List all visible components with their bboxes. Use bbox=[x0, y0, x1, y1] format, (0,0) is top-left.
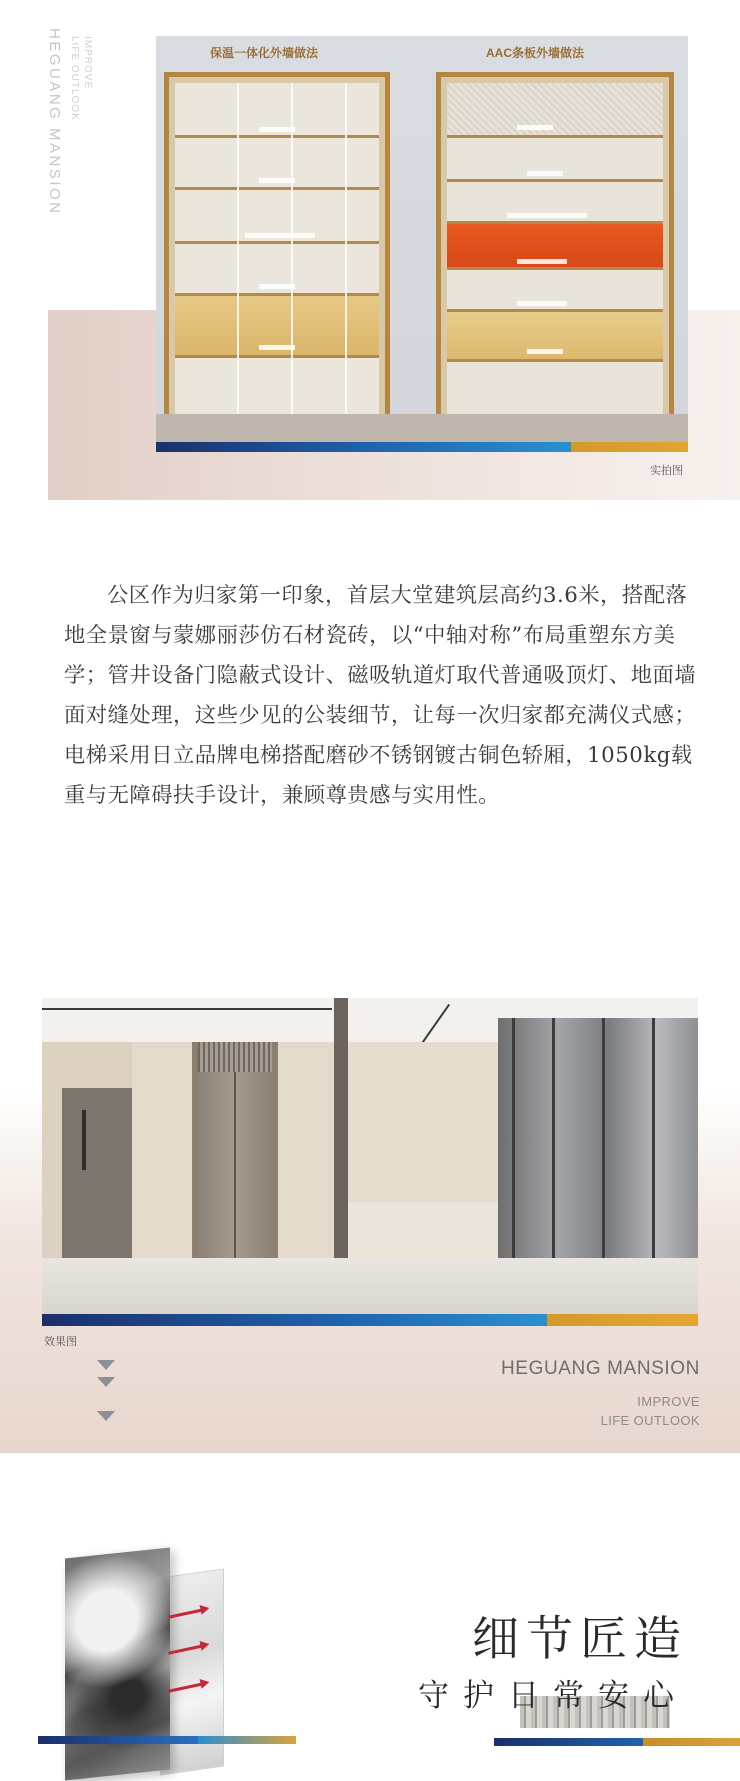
color-stripe bbox=[156, 442, 688, 452]
left-panel-title: 保温一体化外墙做法 bbox=[210, 46, 319, 60]
brand-name: HEGUANG MANSION bbox=[500, 1358, 700, 1379]
right-wall-sample-panel bbox=[436, 72, 674, 442]
brand-tagline: IMPROVE LIFE OUTLOOK bbox=[600, 1394, 700, 1428]
vertical-brand-tagline: IMPROVE LIFE OUTLOOK bbox=[69, 36, 93, 121]
color-stripe bbox=[494, 1738, 740, 1746]
detail-headline-block bbox=[418, 1612, 688, 1716]
down-arrow-icon bbox=[97, 1377, 115, 1387]
showroom-photo bbox=[156, 36, 688, 442]
stone-slab-front-image bbox=[65, 1547, 170, 1780]
color-stripe bbox=[198, 1736, 296, 1744]
vertical-brand-name: HEGUANG MANSION bbox=[46, 28, 63, 216]
left-wall-sample-panel bbox=[164, 72, 390, 442]
lobby-description-paragraph: 公区作为归家第一印象，首层大堂建筑层高约3.6米，搭配落地全景窗与蒙娜丽莎仿石材瓷砖，以“中轴对称”布局重塑东方美学；管井设备门隐蔽式设计、磁吸轨道灯取代普通吸顶灯、地面墙面对缝处理，这些少见的公装细节，让每一次归家都充满仪式感；电梯采用日立品牌电梯搭配磨砂不锈钢镀古铜色轿厢，1050kg载重与无障碍扶手设计，兼顾尊贵感与实用性。 bbox=[64, 583, 697, 808]
lobby-render-image bbox=[42, 998, 698, 1314]
color-stripe bbox=[42, 1314, 698, 1326]
down-arrow-icon bbox=[97, 1360, 115, 1370]
vertical-brand bbox=[46, 28, 93, 288]
photo-caption-render: 效果图 bbox=[44, 1335, 77, 1348]
right-panel-title: AAC条板外墙做法 bbox=[486, 46, 584, 60]
down-arrow-icon bbox=[97, 1411, 115, 1421]
photo-caption-real-shot: 实拍图 bbox=[650, 464, 683, 477]
detail-headline: 细节匠造 bbox=[472, 1612, 688, 1667]
color-stripe bbox=[38, 1736, 198, 1744]
detail-subheadline: 守护日常安心 bbox=[418, 1678, 688, 1714]
brand-block bbox=[501, 1358, 700, 1430]
